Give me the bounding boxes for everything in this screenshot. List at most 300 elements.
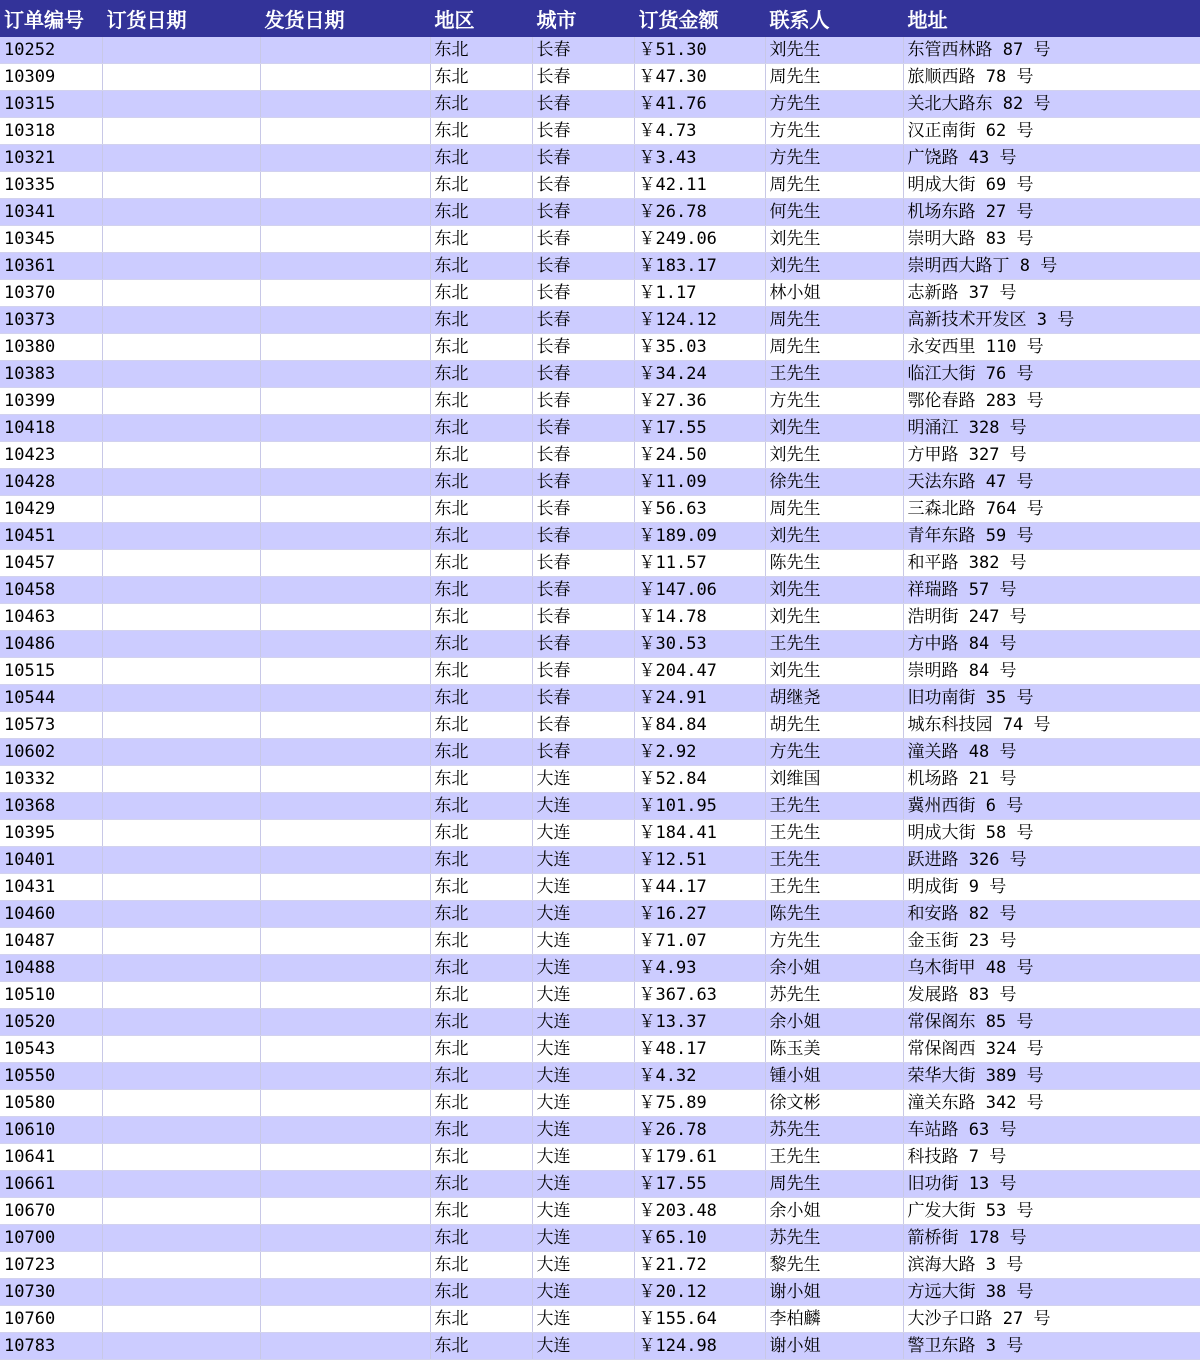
- contact-cell[interactable]: 胡先生: [765, 712, 903, 739]
- city-cell[interactable]: 长春: [532, 118, 634, 145]
- address-cell[interactable]: 青年东路 59 号: [903, 523, 1200, 550]
- order-date-cell[interactable]: [102, 1279, 260, 1306]
- ship-date-cell[interactable]: [260, 1306, 430, 1333]
- amount-cell[interactable]: ￥11.09: [634, 469, 765, 496]
- contact-cell[interactable]: 谢小姐: [765, 1279, 903, 1306]
- city-cell[interactable]: 长春: [532, 334, 634, 361]
- region-cell[interactable]: 东北: [430, 1036, 532, 1063]
- ship-date-cell[interactable]: [260, 1144, 430, 1171]
- order-id-cell[interactable]: 10315: [0, 91, 102, 118]
- region-cell[interactable]: 东北: [430, 442, 532, 469]
- region-cell[interactable]: 东北: [430, 982, 532, 1009]
- ship-date-cell[interactable]: [260, 253, 430, 280]
- order-date-cell[interactable]: [102, 361, 260, 388]
- ship-date-cell[interactable]: [260, 523, 430, 550]
- amount-cell[interactable]: ￥51.30: [634, 37, 765, 64]
- order-id-cell[interactable]: 10510: [0, 982, 102, 1009]
- amount-cell[interactable]: ￥47.30: [634, 64, 765, 91]
- table-row[interactable]: [0, 469, 1200, 496]
- address-cell[interactable]: 志新路 37 号: [903, 280, 1200, 307]
- city-cell[interactable]: 大连: [532, 928, 634, 955]
- address-cell[interactable]: 三森北路 764 号: [903, 496, 1200, 523]
- contact-cell[interactable]: 胡继尧: [765, 685, 903, 712]
- ship-date-cell[interactable]: [260, 955, 430, 982]
- table-row[interactable]: [0, 37, 1200, 64]
- city-cell[interactable]: 大连: [532, 982, 634, 1009]
- region-cell[interactable]: 东北: [430, 874, 532, 901]
- order-id-cell[interactable]: 10332: [0, 766, 102, 793]
- contact-cell[interactable]: 王先生: [765, 874, 903, 901]
- address-cell[interactable]: 明成大街 58 号: [903, 820, 1200, 847]
- contact-cell[interactable]: 谢小姐: [765, 1333, 903, 1360]
- order-date-cell[interactable]: [102, 280, 260, 307]
- amount-cell[interactable]: ￥189.09: [634, 523, 765, 550]
- amount-cell[interactable]: ￥20.12: [634, 1279, 765, 1306]
- address-cell[interactable]: 浩明街 247 号: [903, 604, 1200, 631]
- address-cell[interactable]: 明成街 9 号: [903, 874, 1200, 901]
- order-id-cell[interactable]: 10321: [0, 145, 102, 172]
- ship-date-cell[interactable]: [260, 145, 430, 172]
- region-cell[interactable]: 东北: [430, 901, 532, 928]
- amount-cell[interactable]: ￥71.07: [634, 928, 765, 955]
- city-cell[interactable]: 长春: [532, 442, 634, 469]
- address-cell[interactable]: 发展路 83 号: [903, 982, 1200, 1009]
- table-row[interactable]: [0, 523, 1200, 550]
- order-date-cell[interactable]: [102, 172, 260, 199]
- table-row[interactable]: [0, 1063, 1200, 1090]
- address-cell[interactable]: 潼关路 48 号: [903, 739, 1200, 766]
- table-row[interactable]: [0, 793, 1200, 820]
- region-cell[interactable]: 东北: [430, 550, 532, 577]
- city-cell[interactable]: 长春: [532, 577, 634, 604]
- amount-cell[interactable]: ￥21.72: [634, 1252, 765, 1279]
- order-date-cell[interactable]: [102, 928, 260, 955]
- amount-cell[interactable]: ￥203.48: [634, 1198, 765, 1225]
- address-cell[interactable]: 鄂伦春路 283 号: [903, 388, 1200, 415]
- table-row[interactable]: [0, 1225, 1200, 1252]
- table-row[interactable]: [0, 847, 1200, 874]
- address-cell[interactable]: 关北大路东 82 号: [903, 91, 1200, 118]
- address-cell[interactable]: 方甲路 327 号: [903, 442, 1200, 469]
- contact-cell[interactable]: 王先生: [765, 820, 903, 847]
- ship-date-cell[interactable]: [260, 766, 430, 793]
- table-row[interactable]: [0, 874, 1200, 901]
- ship-date-cell[interactable]: [260, 901, 430, 928]
- contact-cell[interactable]: 苏先生: [765, 982, 903, 1009]
- order-id-cell[interactable]: 10341: [0, 199, 102, 226]
- address-cell[interactable]: 明成大街 69 号: [903, 172, 1200, 199]
- contact-cell[interactable]: 陈先生: [765, 901, 903, 928]
- order-id-cell[interactable]: 10431: [0, 874, 102, 901]
- address-cell[interactable]: 旅顺西路 78 号: [903, 64, 1200, 91]
- order-id-cell[interactable]: 10730: [0, 1279, 102, 1306]
- amount-cell[interactable]: ￥2.92: [634, 739, 765, 766]
- address-cell[interactable]: 崇明西大路丁 8 号: [903, 253, 1200, 280]
- ship-date-cell[interactable]: [260, 388, 430, 415]
- city-cell[interactable]: 大连: [532, 955, 634, 982]
- address-cell[interactable]: 和平路 382 号: [903, 550, 1200, 577]
- amount-cell[interactable]: ￥26.78: [634, 1117, 765, 1144]
- order-id-cell[interactable]: 10515: [0, 658, 102, 685]
- order-date-cell[interactable]: [102, 1171, 260, 1198]
- city-cell[interactable]: 长春: [532, 550, 634, 577]
- table-row[interactable]: [0, 955, 1200, 982]
- contact-cell[interactable]: 陈玉美: [765, 1036, 903, 1063]
- region-cell[interactable]: 东北: [430, 739, 532, 766]
- city-cell[interactable]: 长春: [532, 64, 634, 91]
- city-cell[interactable]: 大连: [532, 1009, 634, 1036]
- amount-cell[interactable]: ￥4.73: [634, 118, 765, 145]
- ship-date-cell[interactable]: [260, 712, 430, 739]
- table-row[interactable]: [0, 307, 1200, 334]
- table-row[interactable]: [0, 901, 1200, 928]
- order-date-cell[interactable]: [102, 199, 260, 226]
- amount-cell[interactable]: ￥26.78: [634, 199, 765, 226]
- order-date-cell[interactable]: [102, 226, 260, 253]
- ship-date-cell[interactable]: [260, 1279, 430, 1306]
- amount-cell[interactable]: ￥249.06: [634, 226, 765, 253]
- amount-cell[interactable]: ￥13.37: [634, 1009, 765, 1036]
- order-id-cell[interactable]: 10670: [0, 1198, 102, 1225]
- order-date-cell[interactable]: [102, 1063, 260, 1090]
- region-cell[interactable]: 东北: [430, 1063, 532, 1090]
- address-cell[interactable]: 车站路 63 号: [903, 1117, 1200, 1144]
- region-cell[interactable]: 东北: [430, 64, 532, 91]
- order-date-cell[interactable]: [102, 442, 260, 469]
- order-date-cell[interactable]: [102, 631, 260, 658]
- order-date-cell[interactable]: [102, 37, 260, 64]
- city-cell[interactable]: 长春: [532, 604, 634, 631]
- order-id-cell[interactable]: 10573: [0, 712, 102, 739]
- order-date-cell[interactable]: [102, 793, 260, 820]
- city-cell[interactable]: 大连: [532, 1279, 634, 1306]
- address-cell[interactable]: 滨海大路 3 号: [903, 1252, 1200, 1279]
- order-id-cell[interactable]: 10641: [0, 1144, 102, 1171]
- contact-cell[interactable]: 刘先生: [765, 226, 903, 253]
- amount-cell[interactable]: ￥124.98: [634, 1333, 765, 1360]
- address-cell[interactable]: 广饶路 43 号: [903, 145, 1200, 172]
- city-cell[interactable]: 长春: [532, 37, 634, 64]
- ship-date-cell[interactable]: [260, 496, 430, 523]
- order-id-cell[interactable]: 10723: [0, 1252, 102, 1279]
- order-date-cell[interactable]: [102, 550, 260, 577]
- contact-cell[interactable]: 方先生: [765, 388, 903, 415]
- amount-cell[interactable]: ￥42.11: [634, 172, 765, 199]
- address-cell[interactable]: 金玉街 23 号: [903, 928, 1200, 955]
- region-cell[interactable]: 东北: [430, 820, 532, 847]
- amount-cell[interactable]: ￥52.84: [634, 766, 765, 793]
- address-cell[interactable]: 乌木街甲 48 号: [903, 955, 1200, 982]
- city-cell[interactable]: 长春: [532, 496, 634, 523]
- ship-date-cell[interactable]: [260, 685, 430, 712]
- city-cell[interactable]: 长春: [532, 712, 634, 739]
- address-cell[interactable]: 广发大街 53 号: [903, 1198, 1200, 1225]
- table-row[interactable]: [0, 982, 1200, 1009]
- ship-date-cell[interactable]: [260, 1252, 430, 1279]
- contact-cell[interactable]: 何先生: [765, 199, 903, 226]
- amount-cell[interactable]: ￥24.50: [634, 442, 765, 469]
- table-row[interactable]: [0, 577, 1200, 604]
- address-cell[interactable]: 机场路 21 号: [903, 766, 1200, 793]
- column-header-address[interactable]: 地址: [903, 0, 1200, 37]
- city-cell[interactable]: 长春: [532, 739, 634, 766]
- region-cell[interactable]: 东北: [430, 307, 532, 334]
- table-row[interactable]: [0, 1036, 1200, 1063]
- table-row[interactable]: [0, 739, 1200, 766]
- city-cell[interactable]: 长春: [532, 523, 634, 550]
- city-cell[interactable]: 长春: [532, 415, 634, 442]
- order-id-cell[interactable]: 10361: [0, 253, 102, 280]
- region-cell[interactable]: 东北: [430, 712, 532, 739]
- column-header-ship-date[interactable]: 发货日期: [260, 0, 430, 37]
- order-id-cell[interactable]: 10457: [0, 550, 102, 577]
- address-cell[interactable]: 潼关东路 342 号: [903, 1090, 1200, 1117]
- order-id-cell[interactable]: 10418: [0, 415, 102, 442]
- address-cell[interactable]: 科技路 7 号: [903, 1144, 1200, 1171]
- order-date-cell[interactable]: [102, 1333, 260, 1360]
- order-date-cell[interactable]: [102, 415, 260, 442]
- ship-date-cell[interactable]: [260, 415, 430, 442]
- order-date-cell[interactable]: [102, 739, 260, 766]
- contact-cell[interactable]: 刘先生: [765, 442, 903, 469]
- ship-date-cell[interactable]: [260, 1036, 430, 1063]
- column-header-city[interactable]: 城市: [532, 0, 634, 37]
- table-row[interactable]: [0, 415, 1200, 442]
- city-cell[interactable]: 大连: [532, 1117, 634, 1144]
- order-id-cell[interactable]: 10700: [0, 1225, 102, 1252]
- order-date-cell[interactable]: [102, 847, 260, 874]
- contact-cell[interactable]: 方先生: [765, 739, 903, 766]
- column-header-order-date[interactable]: 订货日期: [102, 0, 260, 37]
- order-id-cell[interactable]: 10610: [0, 1117, 102, 1144]
- column-header-region[interactable]: 地区: [430, 0, 532, 37]
- amount-cell[interactable]: ￥14.78: [634, 604, 765, 631]
- ship-date-cell[interactable]: [260, 280, 430, 307]
- order-date-cell[interactable]: [102, 955, 260, 982]
- table-row[interactable]: [0, 766, 1200, 793]
- order-id-cell[interactable]: 10368: [0, 793, 102, 820]
- order-id-cell[interactable]: 10487: [0, 928, 102, 955]
- order-date-cell[interactable]: [102, 982, 260, 1009]
- contact-cell[interactable]: 苏先生: [765, 1225, 903, 1252]
- contact-cell[interactable]: 王先生: [765, 793, 903, 820]
- contact-cell[interactable]: 周先生: [765, 172, 903, 199]
- city-cell[interactable]: 长春: [532, 307, 634, 334]
- table-row[interactable]: [0, 1009, 1200, 1036]
- ship-date-cell[interactable]: [260, 172, 430, 199]
- contact-cell[interactable]: 刘先生: [765, 253, 903, 280]
- city-cell[interactable]: 长春: [532, 172, 634, 199]
- region-cell[interactable]: 东北: [430, 199, 532, 226]
- address-cell[interactable]: 箭桥街 178 号: [903, 1225, 1200, 1252]
- address-cell[interactable]: 警卫东路 3 号: [903, 1333, 1200, 1360]
- contact-cell[interactable]: 王先生: [765, 1144, 903, 1171]
- amount-cell[interactable]: ￥75.89: [634, 1090, 765, 1117]
- region-cell[interactable]: 东北: [430, 361, 532, 388]
- order-id-cell[interactable]: 10520: [0, 1009, 102, 1036]
- address-cell[interactable]: 和安路 82 号: [903, 901, 1200, 928]
- city-cell[interactable]: 长春: [532, 631, 634, 658]
- ship-date-cell[interactable]: [260, 982, 430, 1009]
- address-cell[interactable]: 天法东路 47 号: [903, 469, 1200, 496]
- table-row[interactable]: [0, 172, 1200, 199]
- contact-cell[interactable]: 王先生: [765, 631, 903, 658]
- region-cell[interactable]: 东北: [430, 91, 532, 118]
- ship-date-cell[interactable]: [260, 118, 430, 145]
- address-cell[interactable]: 永安西里 110 号: [903, 334, 1200, 361]
- table-row[interactable]: [0, 1171, 1200, 1198]
- city-cell[interactable]: 大连: [532, 1090, 634, 1117]
- region-cell[interactable]: 东北: [430, 1117, 532, 1144]
- table-row[interactable]: [0, 631, 1200, 658]
- table-row[interactable]: [0, 496, 1200, 523]
- ship-date-cell[interactable]: [260, 226, 430, 253]
- ship-date-cell[interactable]: [260, 604, 430, 631]
- ship-date-cell[interactable]: [260, 442, 430, 469]
- order-date-cell[interactable]: [102, 820, 260, 847]
- address-cell[interactable]: 东管西林路 87 号: [903, 37, 1200, 64]
- table-row[interactable]: [0, 550, 1200, 577]
- amount-cell[interactable]: ￥34.24: [634, 361, 765, 388]
- order-date-cell[interactable]: [102, 91, 260, 118]
- city-cell[interactable]: 大连: [532, 874, 634, 901]
- region-cell[interactable]: 东北: [430, 928, 532, 955]
- table-row[interactable]: [0, 1252, 1200, 1279]
- city-cell[interactable]: 长春: [532, 226, 634, 253]
- amount-cell[interactable]: ￥48.17: [634, 1036, 765, 1063]
- address-cell[interactable]: 方远大街 38 号: [903, 1279, 1200, 1306]
- city-cell[interactable]: 大连: [532, 901, 634, 928]
- amount-cell[interactable]: ￥84.84: [634, 712, 765, 739]
- order-id-cell[interactable]: 10428: [0, 469, 102, 496]
- amount-cell[interactable]: ￥4.32: [634, 1063, 765, 1090]
- address-cell[interactable]: 方中路 84 号: [903, 631, 1200, 658]
- address-cell[interactable]: 祥瑞路 57 号: [903, 577, 1200, 604]
- order-id-cell[interactable]: 10252: [0, 37, 102, 64]
- ship-date-cell[interactable]: [260, 1225, 430, 1252]
- order-id-cell[interactable]: 10429: [0, 496, 102, 523]
- order-date-cell[interactable]: [102, 712, 260, 739]
- region-cell[interactable]: 东北: [430, 793, 532, 820]
- region-cell[interactable]: 东北: [430, 685, 532, 712]
- order-date-cell[interactable]: [102, 307, 260, 334]
- table-row[interactable]: [0, 658, 1200, 685]
- region-cell[interactable]: 东北: [430, 496, 532, 523]
- amount-cell[interactable]: ￥17.55: [634, 415, 765, 442]
- amount-cell[interactable]: ￥56.63: [634, 496, 765, 523]
- amount-cell[interactable]: ￥27.36: [634, 388, 765, 415]
- contact-cell[interactable]: 周先生: [765, 334, 903, 361]
- order-id-cell[interactable]: 10580: [0, 1090, 102, 1117]
- order-date-cell[interactable]: [102, 253, 260, 280]
- contact-cell[interactable]: 李柏麟: [765, 1306, 903, 1333]
- order-date-cell[interactable]: [102, 874, 260, 901]
- city-cell[interactable]: 长春: [532, 253, 634, 280]
- amount-cell[interactable]: ￥17.55: [634, 1171, 765, 1198]
- region-cell[interactable]: 东北: [430, 1252, 532, 1279]
- ship-date-cell[interactable]: [260, 631, 430, 658]
- address-cell[interactable]: 高新技术开发区 3 号: [903, 307, 1200, 334]
- table-row[interactable]: [0, 118, 1200, 145]
- table-row[interactable]: [0, 1117, 1200, 1144]
- table-row[interactable]: [0, 604, 1200, 631]
- address-cell[interactable]: 跃进路 326 号: [903, 847, 1200, 874]
- order-id-cell[interactable]: 10550: [0, 1063, 102, 1090]
- ship-date-cell[interactable]: [260, 658, 430, 685]
- table-row[interactable]: [0, 253, 1200, 280]
- amount-cell[interactable]: ￥65.10: [634, 1225, 765, 1252]
- order-id-cell[interactable]: 10309: [0, 64, 102, 91]
- order-date-cell[interactable]: [102, 1225, 260, 1252]
- contact-cell[interactable]: 余小姐: [765, 1009, 903, 1036]
- region-cell[interactable]: 东北: [430, 847, 532, 874]
- city-cell[interactable]: 大连: [532, 1252, 634, 1279]
- order-date-cell[interactable]: [102, 145, 260, 172]
- amount-cell[interactable]: ￥183.17: [634, 253, 765, 280]
- region-cell[interactable]: 东北: [430, 1279, 532, 1306]
- table-row[interactable]: [0, 685, 1200, 712]
- city-cell[interactable]: 大连: [532, 820, 634, 847]
- city-cell[interactable]: 大连: [532, 1036, 634, 1063]
- amount-cell[interactable]: ￥12.51: [634, 847, 765, 874]
- contact-cell[interactable]: 刘维国: [765, 766, 903, 793]
- order-id-cell[interactable]: 10383: [0, 361, 102, 388]
- ship-date-cell[interactable]: [260, 1090, 430, 1117]
- region-cell[interactable]: 东北: [430, 280, 532, 307]
- region-cell[interactable]: 东北: [430, 1198, 532, 1225]
- order-id-cell[interactable]: 10460: [0, 901, 102, 928]
- ship-date-cell[interactable]: [260, 847, 430, 874]
- city-cell[interactable]: 长春: [532, 91, 634, 118]
- table-row[interactable]: [0, 1198, 1200, 1225]
- ship-date-cell[interactable]: [260, 1009, 430, 1036]
- city-cell[interactable]: 长春: [532, 388, 634, 415]
- city-cell[interactable]: 长春: [532, 685, 634, 712]
- table-row[interactable]: [0, 64, 1200, 91]
- ship-date-cell[interactable]: [260, 1171, 430, 1198]
- amount-cell[interactable]: ￥184.41: [634, 820, 765, 847]
- region-cell[interactable]: 东北: [430, 226, 532, 253]
- amount-cell[interactable]: ￥24.91: [634, 685, 765, 712]
- ship-date-cell[interactable]: [260, 874, 430, 901]
- region-cell[interactable]: 东北: [430, 523, 532, 550]
- address-cell[interactable]: 临江大街 76 号: [903, 361, 1200, 388]
- table-row[interactable]: [0, 199, 1200, 226]
- order-id-cell[interactable]: 10423: [0, 442, 102, 469]
- address-cell[interactable]: 城东科技园 74 号: [903, 712, 1200, 739]
- contact-cell[interactable]: 刘先生: [765, 523, 903, 550]
- city-cell[interactable]: 大连: [532, 793, 634, 820]
- order-id-cell[interactable]: 10783: [0, 1333, 102, 1360]
- order-date-cell[interactable]: [102, 469, 260, 496]
- order-id-cell[interactable]: 10370: [0, 280, 102, 307]
- city-cell[interactable]: 长春: [532, 280, 634, 307]
- amount-cell[interactable]: ￥124.12: [634, 307, 765, 334]
- address-cell[interactable]: 冀州西街 6 号: [903, 793, 1200, 820]
- ship-date-cell[interactable]: [260, 928, 430, 955]
- amount-cell[interactable]: ￥101.95: [634, 793, 765, 820]
- city-cell[interactable]: 长春: [532, 658, 634, 685]
- order-id-cell[interactable]: 10380: [0, 334, 102, 361]
- city-cell[interactable]: 大连: [532, 1198, 634, 1225]
- contact-cell[interactable]: 周先生: [765, 64, 903, 91]
- contact-cell[interactable]: 陈先生: [765, 550, 903, 577]
- region-cell[interactable]: 东北: [430, 415, 532, 442]
- ship-date-cell[interactable]: [260, 577, 430, 604]
- region-cell[interactable]: 东北: [430, 145, 532, 172]
- ship-date-cell[interactable]: [260, 37, 430, 64]
- address-cell[interactable]: 崇明大路 83 号: [903, 226, 1200, 253]
